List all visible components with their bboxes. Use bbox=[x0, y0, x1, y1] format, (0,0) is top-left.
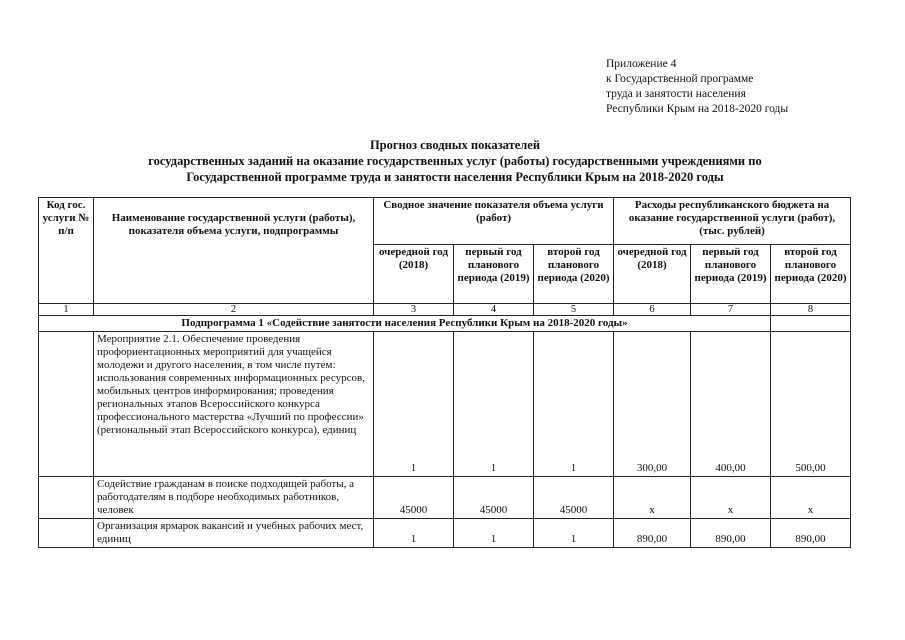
header-period: очередной год (2018) bbox=[614, 245, 691, 304]
header-row bbox=[39, 198, 851, 245]
row-code bbox=[39, 519, 94, 548]
column-number: 3 bbox=[374, 304, 454, 316]
column-number: 7 bbox=[691, 304, 771, 316]
column-number: 6 bbox=[614, 304, 691, 316]
empty-cell bbox=[771, 316, 851, 332]
row-budget: 890,00 bbox=[691, 519, 771, 548]
header-period: первый год планового периода (2019) bbox=[454, 245, 534, 304]
appendix-line: к Государственной программе bbox=[606, 73, 754, 85]
header-period: первый год планового периода (2019) bbox=[691, 245, 771, 304]
subprogram-title: Подпрограмма 1 «Содействие занятости населения Республики Крым на 2018-2020 годы» bbox=[39, 316, 771, 332]
column-number: 5 bbox=[534, 304, 614, 316]
document-title bbox=[60, 137, 850, 185]
row-budget: 400,00 bbox=[691, 332, 771, 477]
title-line: Государственной программе труда и занятости населения Республики Крым на 2018-2020 годы bbox=[186, 170, 724, 184]
column-number: 8 bbox=[771, 304, 851, 316]
row-budget: 500,00 bbox=[771, 332, 851, 477]
header-code: Код гос. услуги № п/п bbox=[39, 198, 94, 304]
column-number: 1 bbox=[39, 304, 94, 316]
column-number: 4 bbox=[454, 304, 534, 316]
appendix-note bbox=[606, 57, 788, 117]
header-period: второй год планового периода (2020) bbox=[534, 245, 614, 304]
row-value: 1 bbox=[374, 519, 454, 548]
title-line: Прогноз сводных показателей bbox=[369, 138, 541, 152]
row-budget: 300,00 bbox=[614, 332, 691, 477]
appendix-line: Республики Крым на 2018-2020 годы bbox=[606, 103, 789, 115]
row-budget: 890,00 bbox=[771, 519, 851, 548]
column-numbers-row bbox=[39, 304, 851, 316]
title-line: государственных заданий на оказание государственных услуг (работы) государственными учреждениями по bbox=[148, 154, 762, 168]
row-value: 1 bbox=[374, 332, 454, 477]
header-name: Наименование государственной услуги (работы), показателя объема услуги, подпрограммы bbox=[94, 198, 374, 304]
table-row bbox=[39, 477, 851, 519]
row-value: 1 bbox=[454, 519, 534, 548]
row-code bbox=[39, 332, 94, 477]
table-row bbox=[39, 332, 851, 477]
subprogram-row bbox=[39, 316, 851, 332]
row-value: 45000 bbox=[374, 477, 454, 519]
row-name: Мероприятие 2.1. Обеспечение проведения профориентационных мероприятий для учащейся молодежи и другого населения, в том числе путем: использования современных информационных ресурсов, мобильных центров информирования; проведения региональных этапов Всероссийского конкурса профессионального мастерства «Лучший по профессии» (региональный этап Всероссийского конкурса), единиц bbox=[94, 332, 374, 477]
header-period: второй год планового периода (2020) bbox=[771, 245, 851, 304]
row-budget: 890,00 bbox=[614, 519, 691, 548]
row-code bbox=[39, 477, 94, 519]
row-budget: x bbox=[691, 477, 771, 519]
row-name: Организация ярмарок вакансий и учебных рабочих мест, единиц bbox=[94, 519, 374, 548]
header-volume-group: Сводное значение показателя объема услуги (работ) bbox=[374, 198, 614, 245]
row-value: 45000 bbox=[454, 477, 534, 519]
row-value: 1 bbox=[454, 332, 534, 477]
row-value: 1 bbox=[534, 332, 614, 477]
header-period: очередной год (2018) bbox=[374, 245, 454, 304]
row-budget: x bbox=[771, 477, 851, 519]
table-row bbox=[39, 519, 851, 548]
row-value: 45000 bbox=[534, 477, 614, 519]
appendix-line: Приложение 4 bbox=[606, 58, 677, 70]
row-name: Содействие гражданам в поиске подходящей работы, а работодателям в подборе необходимых работников, человек bbox=[94, 477, 374, 519]
header-budget-group: Расходы республиканского бюджета на оказание государственной услуги (работ), (тыс. рублей) bbox=[614, 198, 851, 245]
row-value: 1 bbox=[534, 519, 614, 548]
column-number: 2 bbox=[94, 304, 374, 316]
row-budget: x bbox=[614, 477, 691, 519]
appendix-line: труда и занятости населения bbox=[606, 88, 746, 100]
forecast-table bbox=[38, 197, 851, 548]
